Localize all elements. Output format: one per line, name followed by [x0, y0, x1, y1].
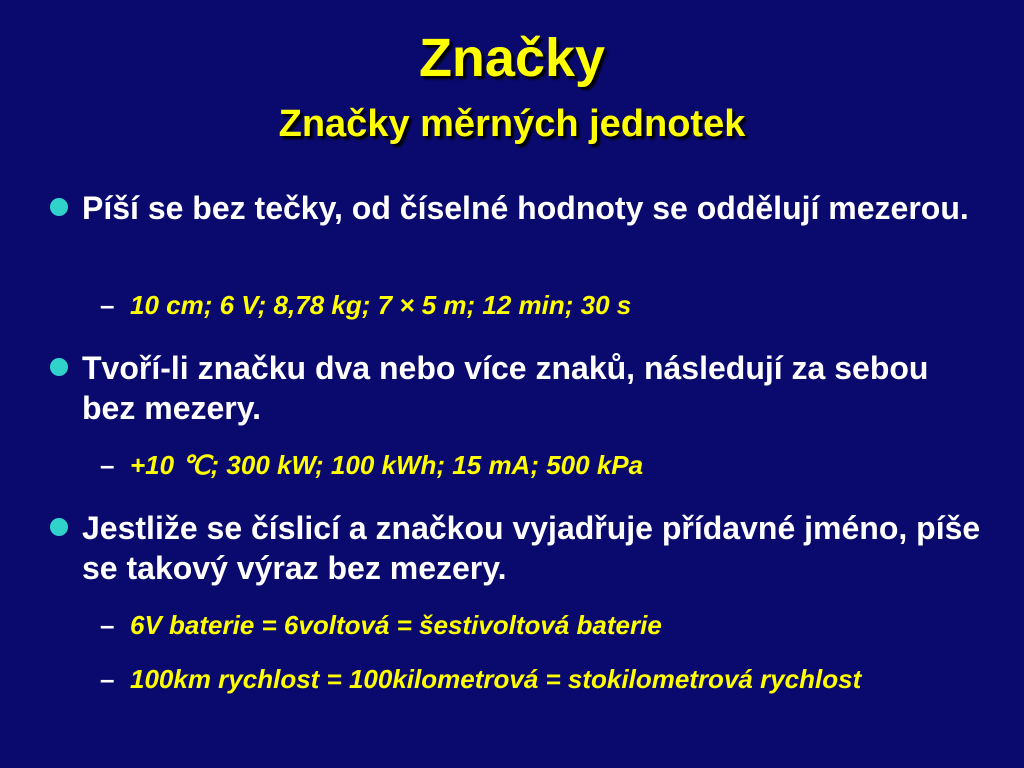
- sub-text: +10 ℃; 300 kW; 100 kWh; 15 mA; 500 kPa: [130, 450, 644, 480]
- sub-text: 100km rychlost = 100kilometrová = stokilometrová rychlost: [130, 664, 862, 694]
- sub-dash: –: [100, 610, 115, 640]
- sub-dash: –: [100, 290, 115, 320]
- bullet-dot-icon: [50, 198, 68, 216]
- slide-title: Značky: [418, 28, 606, 88]
- bullet-text: Jestliže se číslicí a značkou vyjadřuje přídavné jméno, píše se takový výraz bez mezery.: [82, 510, 981, 586]
- bullet-text: Tvoří-li značku dva nebo více znaků, následují za sebou bez mezery.: [82, 350, 929, 426]
- bullet-text: Píší se bez tečky, od číselné hodnoty se oddělují mezerou.: [82, 190, 969, 226]
- sub-text: 6V baterie = 6voltová = šestivoltová baterie: [130, 610, 662, 640]
- sub-text: 10 cm; 6 V; 8,78 kg; 7 × 5 m; 12 min; 30 s: [130, 290, 632, 320]
- bullet-dot-icon: [50, 358, 68, 376]
- sub-dash: –: [100, 664, 115, 694]
- bullet-dot-icon: [50, 518, 68, 536]
- slide-subtitle: Značky měrných jednotek: [278, 103, 746, 145]
- sub-dash: –: [100, 450, 115, 480]
